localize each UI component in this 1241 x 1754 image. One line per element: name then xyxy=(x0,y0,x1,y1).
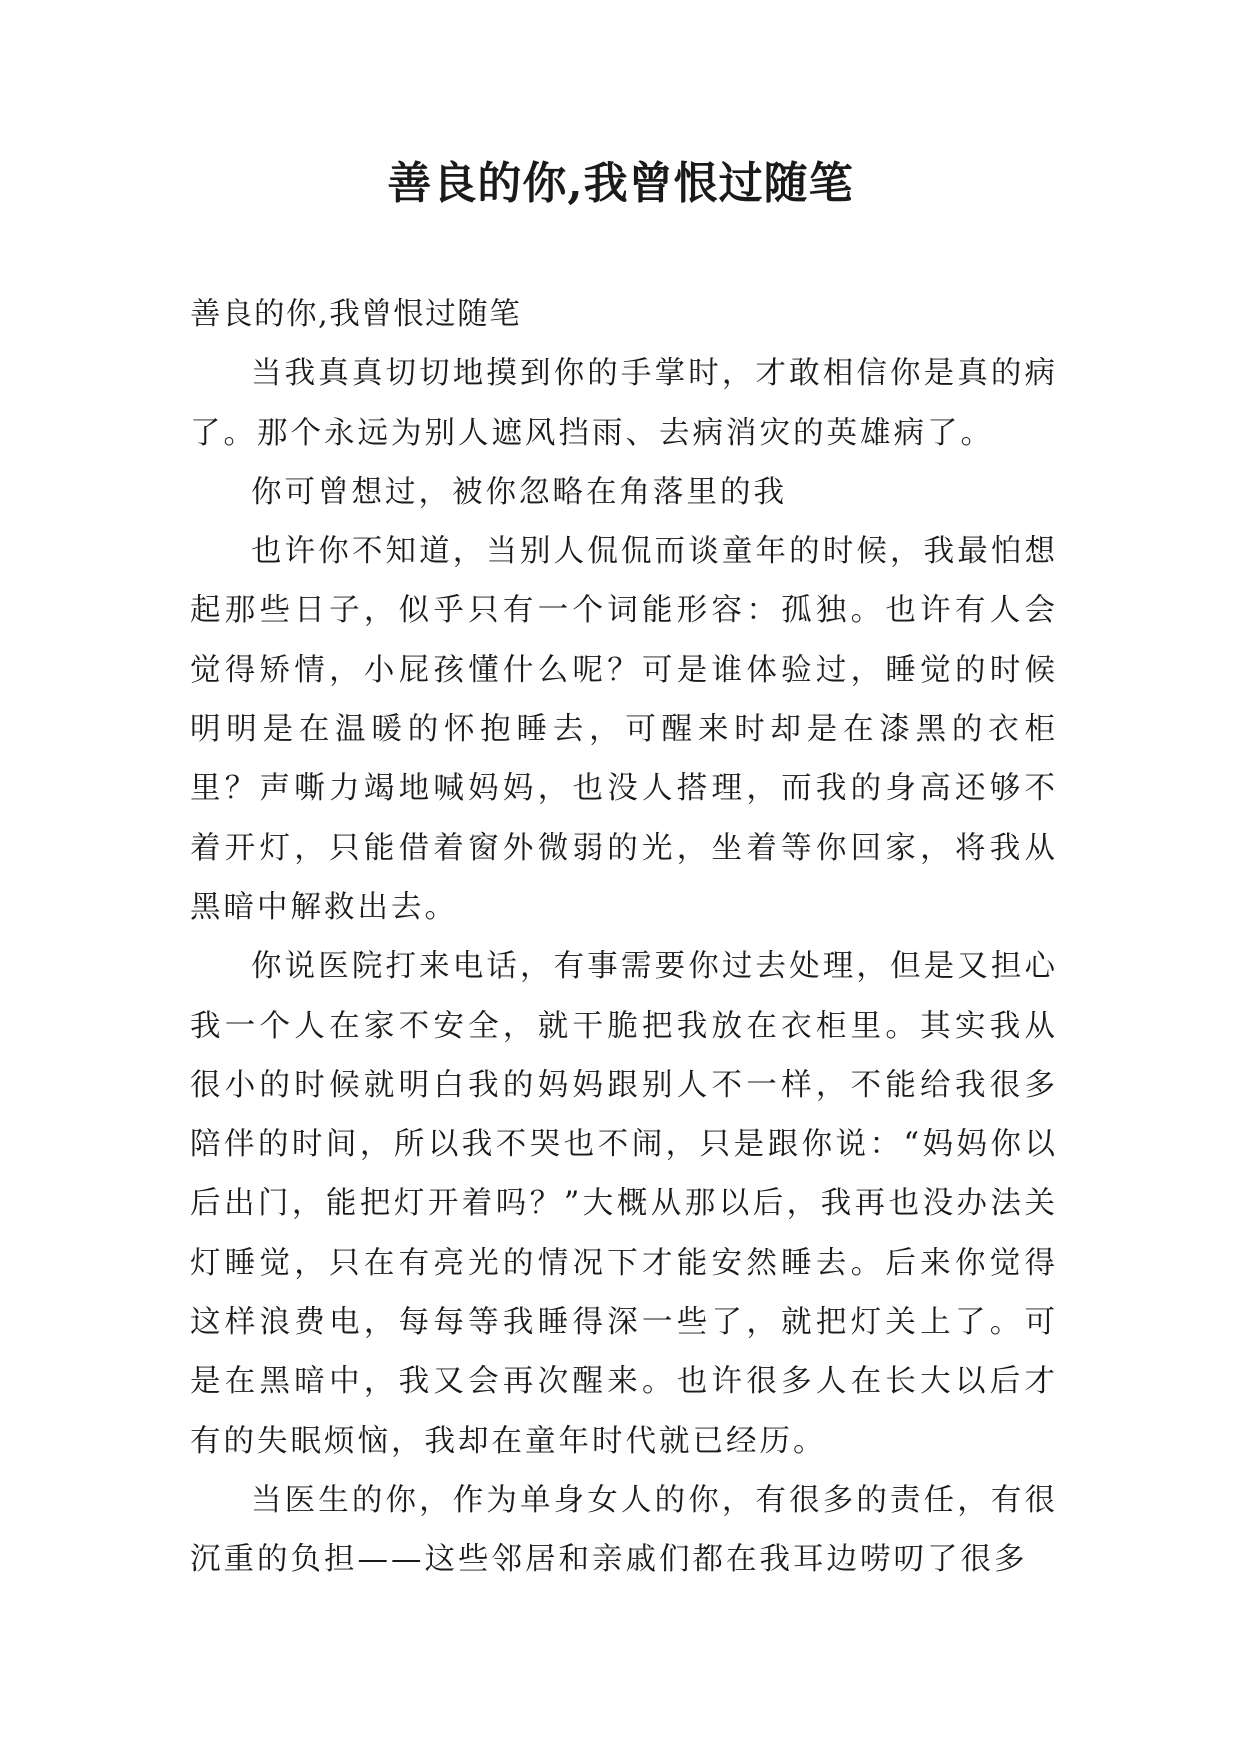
paragraph: 当医生的你，作为单身女人的你，有很多的责任，有很沉重的负担——这些邻居和亲戚们都在我耳边唠叨了很多 xyxy=(190,1482,1058,1578)
paragraph: 你说医院打来电话，有事需要你过去处理，但是又担心我一个人在家不安全，就干脆把我放在衣柜里。其实我从很小的时候就明白我的妈妈跟别人不一样，不能给我很多陪伴的时间，所以我不哭也不闹，只是跟你说：“妈妈你以后出门，能把灯开着吗？”大概从那以后，我再也没办法关灯睡觉，只在有亮光的情况下才能安然睡去。后来你觉得这样浪费电，每每等我睡得深一些了，就把灯关上了。可是在黑暗中，我又会再次醒来。也许很多人在长大以后才有的失眠烦恼，我却在童年时代就已经历。 xyxy=(190,949,1058,1459)
document-subtitle: 善良的你,我曾恨过随笔 xyxy=(190,297,522,332)
paragraph: 当我真真切切地摸到你的手掌时，才敢相信你是真的病了。那个永远为别人遮风挡雨、去病消灾的英雄病了。 xyxy=(190,356,1058,451)
document-body xyxy=(190,285,1058,1590)
paragraph: 也许你不知道，当别人侃侃而谈童年的时候，我最怕想起那些日子，似乎只有一个词能形容：孤独。也许有人会觉得矫情，小屁孩懂什么呢？可是谁体验过，睡觉的时候明明是在温暖的怀抱睡去，可醒来时却是在漆黑的衣柜里？声嘶力竭地喊妈妈，也没人搭理，而我的身高还够不着开灯，只能借着窗外微弱的光，坐着等你回家，将我从黑暗中解救出去。 xyxy=(190,534,1058,925)
document-title: 善良的你,我曾恨过随笔 xyxy=(387,158,854,209)
paragraph: 你可曾想过，被你忽略在角落里的我 xyxy=(251,474,787,510)
